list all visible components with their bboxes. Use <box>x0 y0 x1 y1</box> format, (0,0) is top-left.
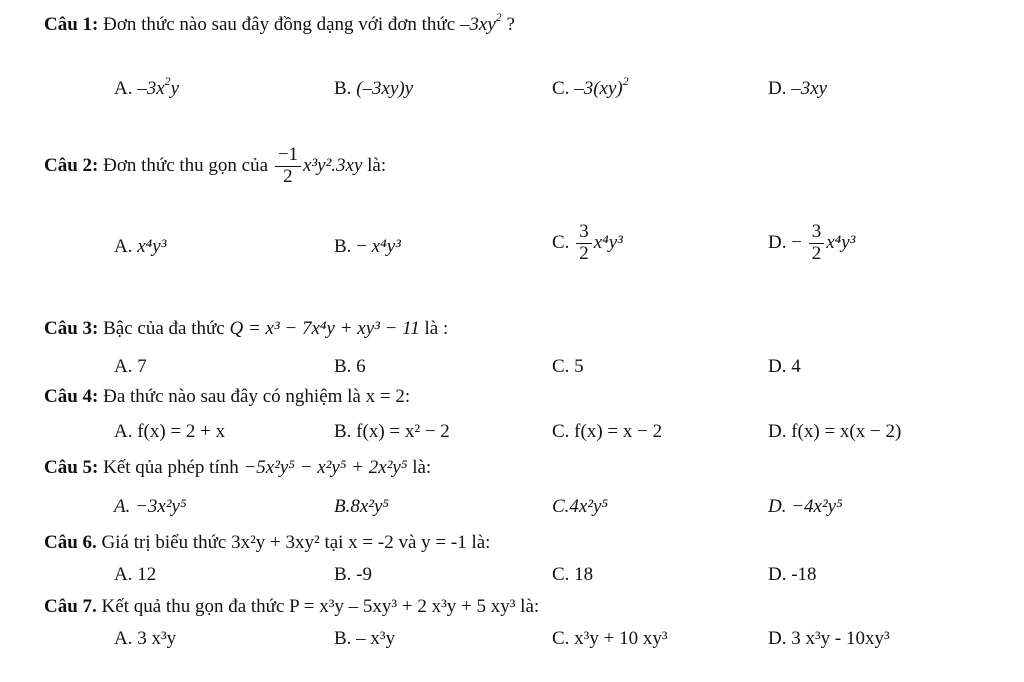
option-d[interactable]: D. −4x²y⁵ <box>768 496 843 517</box>
option-d[interactable]: D. -18 <box>768 564 817 585</box>
question-text: Bậc của đa thức <box>103 318 225 339</box>
option-a[interactable]: A. 12 <box>114 564 157 585</box>
question-label: Câu 6. <box>44 532 97 553</box>
option-a[interactable]: A. f(x) = 2 + x <box>114 421 226 442</box>
question-text: Giá trị biểu thức 3x²y + 3xy² tại x = -2 và y = -1 là: <box>101 532 491 553</box>
option-c[interactable]: C. f(x) = x − 2 <box>552 421 663 442</box>
option-c[interactable]: C.4x²y⁵ <box>552 496 609 517</box>
option-a[interactable]: A. 7 <box>114 356 147 377</box>
math-expression: −5x²y⁵ − x²y⁵ + 2x²y⁵ <box>243 457 408 478</box>
question-text: Đơn thức thu gọn của <box>103 154 269 176</box>
option-d[interactable]: D. f(x) = x(x − 2) <box>768 421 902 442</box>
option-b[interactable]: B. f(x) = x² − 2 <box>334 421 450 442</box>
question-label: Câu 1: <box>44 14 99 35</box>
option-a[interactable]: A. $-3x^2y$ <box>114 75 179 99</box>
question-label: Câu 4: <box>44 386 99 407</box>
question-label: Câu 5: <box>44 457 99 478</box>
question-tail: là: <box>412 457 432 478</box>
option-d[interactable]: D. –3xy <box>768 78 828 99</box>
option-c[interactable]: C. 5 <box>552 356 584 377</box>
option-b[interactable]: B. 6 <box>334 356 366 377</box>
math-expression: Q = x³ − 7x⁴y + xy³ − 11 <box>229 318 420 339</box>
question-label: Câu 7. <box>44 596 97 617</box>
question-text: Kết qủa phép tính <box>103 457 239 478</box>
option-c[interactable]: C. x³y + 10 xy³ <box>552 628 668 649</box>
option-c[interactable]: C. 18 <box>552 564 594 585</box>
option-b[interactable]: B. -9 <box>334 564 372 585</box>
option-a[interactable]: A. x⁴y³ <box>114 236 167 257</box>
math-expression: x³y².3xy <box>303 154 363 176</box>
question-7 <box>44 596 539 618</box>
option-d[interactable]: D. − $\frac{3}{2}$ x⁴y³ <box>768 221 856 264</box>
question-2 <box>44 145 386 188</box>
option-b[interactable]: B. − x⁴y³ <box>334 236 401 257</box>
question-6 <box>44 532 490 554</box>
question-text: Đa thức nào sau đây có nghiệm là x = 2: <box>103 386 411 407</box>
option-d[interactable]: D. 4 <box>768 356 801 377</box>
question-5 <box>44 457 431 479</box>
question-label: Câu 3: <box>44 318 99 339</box>
option-b[interactable]: B.8x²y⁵ <box>334 496 390 517</box>
question-text: Đơn thức nào sau đây đồng dạng với đơn thức <box>103 14 456 35</box>
question-tail: là: <box>367 154 387 176</box>
option-b[interactable]: B. – x³y <box>334 628 396 649</box>
question-text: Kết quả thu gọn đa thức P = x³y – 5xy³ + 2 x³y + 5 xy³ là: <box>101 596 540 617</box>
question-1 <box>44 11 515 36</box>
option-a[interactable]: A. −3x²y⁵ <box>114 496 187 517</box>
option-d[interactable]: D. 3 x³y - 10xy³ <box>768 628 890 649</box>
option-c[interactable]: C. $\frac{3}{2}$ x⁴y³ <box>552 221 623 264</box>
question-tail: ? <box>506 14 515 35</box>
question-tail: là : <box>424 318 449 339</box>
question-label: Câu 2: <box>44 154 99 176</box>
fraction: $\frac{-1}{2}$ <box>275 145 301 188</box>
question-3 <box>44 318 448 340</box>
option-b[interactable]: B. (–3xy)y <box>334 78 414 99</box>
option-a[interactable]: A. 3 x³y <box>114 628 177 649</box>
math-expression: $-3xy^2$ <box>459 11 502 35</box>
question-4 <box>44 386 410 408</box>
option-c[interactable]: C. –3(xy)$^2$ <box>552 75 629 99</box>
